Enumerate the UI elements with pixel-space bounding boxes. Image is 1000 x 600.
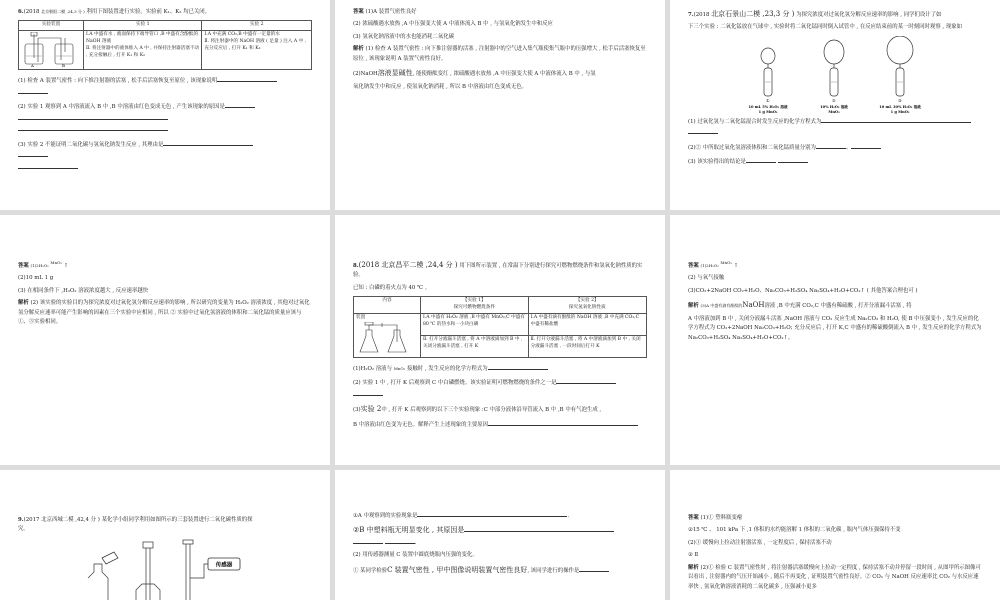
explanation: 解析 (2)① 检验 C 装置气密性时 , 将注射器活塞缓慢向上拉动一定程度 , 保持活塞不动并停留一段时间 , 从图甲所示图像可以看出 , 注射器内的气压开始减小 , 随后不再变化 , 证明装置气密性良好。② CO₂ 与 NaOH 反应速率比 CO₂ 与水反应速率快 , 氢氧化钠溶液消耗的二氧化碳多 , 压强减小更多 <box>688 564 981 590</box>
experiment-table <box>18 20 312 70</box>
answer-section: 答案 (1)2H₂O₂ $^{MnO_2}$ ↑ <box>688 260 739 269</box>
apparatus-cell: 装置 <box>354 314 421 358</box>
test-tubes-diagram <box>688 36 982 116</box>
experiment-table <box>353 296 647 358</box>
page-6[interactable] <box>670 215 1000 465</box>
sensor-label: 传感器 <box>215 562 233 569</box>
explanation: 解析 (3)A 中盛有滴有酚酞的NaOH溶液 ,B 中充满 CO₂,C 中盛有稀硫酸 , 打开分液漏斗活塞 , 将 <box>688 301 912 310</box>
explanation-line: A 中溶液加到 B 中 , 关闭分液漏斗活塞 ,NaOH 溶液与 CO₂ 反应生成 Na₂CO₃ 和 H₂O, 使 B 中压强变小 , 发生反应的化学方程式为 CO₂+2NaOH Na₂CO₃+H₂O; 充分反应后 , 打开 K,C 中盛有的稀硫酸倒流入 B 中 , 发生反应的化学方程式为 Na₂CO₃+H₂SO₄ Na₂SO₄+H₂O+CO₂↑。 <box>688 315 982 341</box>
table-cell: Ⅱ. 打开分液漏斗活塞 , 将 A 中溶液滴加到 B 中 , 关闭分液漏斗活塞 , 打开 K <box>421 336 529 358</box>
answer-blank[interactable] <box>217 75 277 82</box>
answer-blank[interactable] <box>778 156 808 163</box>
explanation: (2)NaOH溶液显碱性, 能使酚酞变红 , 浓硫酸遇水放热 ,A 中压强变大使 A 中液体流入 B 中 , 与氢 <box>353 69 596 78</box>
page-3[interactable] <box>670 0 1000 210</box>
answer-blank[interactable] <box>688 127 718 134</box>
answer-blank[interactable] <box>417 510 567 517</box>
question-9-header: 9.(2017 北京西城二模 ,42,4 分 ) 某化学小组同学利用如图所示的三套装置进行二氧化碳性质的探 究。 <box>18 517 253 533</box>
answer-blank[interactable] <box>556 377 616 384</box>
question-6-header <box>18 8 312 17</box>
answer-line: (3)CO₂+2NaOH CO₂+H₂O、Na₂CO₃+H₂SO₄ Na₂SO₄+H₂O+CO₂↑ ( 其他答案合理也可 ) <box>688 287 918 294</box>
answer-blank[interactable] <box>464 525 614 532</box>
question-9-2: (2) 用传感器测量 C 装置中圆底烧瓶内压强的变化。 <box>353 552 478 559</box>
tube-number: ① <box>766 97 770 103</box>
page-2[interactable] <box>335 0 665 210</box>
answer-blank[interactable] <box>18 113 168 120</box>
answer-line: (3) 在相同条件下 ,H₂O₂ 溶液浓度越大 , 反应速率越快 <box>18 287 149 294</box>
answer-line: (2) 与氧气接触 <box>688 275 725 282</box>
answer-label: 答案 <box>353 9 364 15</box>
answer-blank[interactable] <box>18 124 168 131</box>
question-9-1-1: ①A 中观察到的实验现象是 . <box>353 510 647 521</box>
question-8-3-cont: B 中溶液由红色变为无色。解释产生上述现象的主要原因 <box>353 419 647 430</box>
explanation-line: 氧化钠发生中和反应 , 使氢氧化钠消耗 , 所以 B 中溶液由红色变成无色。 <box>353 83 527 90</box>
page-8[interactable] <box>335 470 665 600</box>
answer-blank[interactable] <box>385 537 415 544</box>
answer-blank[interactable] <box>18 162 78 169</box>
answer-blank[interactable] <box>225 101 255 108</box>
question-7-2: (2)② 中所取过氧化氢溶液体积和二氧化锰质量分别为 、 <box>688 142 982 153</box>
table-header: 内容 <box>354 297 421 314</box>
question-7-header: 7.(2018 北京石景山二模 ,23,3 分 ) 为探究浓度对过氧化氢分解反应速率的影响 , 同学们设计了如 <box>688 10 942 18</box>
answer-blank[interactable] <box>18 150 48 157</box>
experiment-2-cell: Ⅰ.A 中充满 CO₂,B 中盛有一定量的水 Ⅱ. 将注射器中的 NaOH 溶液 ( 足量 ) 注入 A 中 , 充分反应后 , 打开 K₁ 和 K₂ <box>202 31 312 70</box>
answer-line: (2)10 mL 1 g <box>18 275 54 282</box>
answer-blank[interactable] <box>488 419 638 426</box>
table-header: 【实验 1】 探究可燃物燃烧条件 <box>421 297 529 314</box>
known-condition: 已知 : 白磷的着火点为 40 ℃ 。 <box>353 284 431 291</box>
tube-label: 1 g MnO₂ <box>758 109 778 114</box>
answer-blank[interactable] <box>821 116 971 123</box>
label-b: B <box>62 63 65 69</box>
table-header: 实验 2 <box>202 21 312 31</box>
question-6-3: (3) 实验 2 不能证明二氧化碳与氢氧化钠发生反应 , 其理由是 <box>18 139 312 173</box>
explanation-label: 解析 <box>353 46 364 53</box>
page-1[interactable] <box>0 0 330 210</box>
experiment-1-cell: Ⅰ.A 中盛有水 , 液面保持下端导管口 ,B 中盛有含酚酞的 NaOH 溶液 Ⅱ. 将注射器中的液体推入 A 中 , 并保持注射器活塞不动 , 充分接触后 , 打开 K₁ 和 K₂ <box>84 31 202 70</box>
table-header: 实验 1 <box>84 21 202 31</box>
tube-label: 10 mL 30% H₂O₂ 溶液 <box>879 104 921 109</box>
answer-line: (3) 氢氧化钠溶液中的水也能消耗二氧化碳 <box>353 33 454 40</box>
answer-section: 答案 (1)A 装置气密性良好 <box>353 9 417 15</box>
apparatus-diagram <box>21 32 81 68</box>
question-9-1-2: ②B 中塑料瓶无明显变化 , 其原因是 . <box>353 524 647 548</box>
question-7-3: (3) 该实验得出的结论是 <box>688 156 982 167</box>
page-4[interactable] <box>0 215 330 465</box>
question-8-1: (1)H₂O₂ 溶液与 MnO₂ 接触时 , 发生反应的化学方程式为 <box>353 363 647 374</box>
answer-blank[interactable] <box>18 87 48 94</box>
co2-apparatus-diagram <box>18 538 312 600</box>
question-6-2: (2) 实验 1 观察到 A 中溶液流入 B 中 ,B 中溶液由红色变成无色 , 产生该现象的原因是 <box>18 101 312 135</box>
answer-section: 答案 (1)① 塑料瓶变瘪 <box>688 515 743 521</box>
answer-blank[interactable] <box>746 156 776 163</box>
question-number: 6. <box>18 9 24 15</box>
question-text: 利用下图装置进行实验。实验前 K₁、K₂ 均已关闭。 <box>86 9 211 15</box>
apparatus-cell <box>19 31 84 70</box>
answer-section: 答案 (1)2H₂O₂ $^{MnO_2}$ ↑ <box>18 260 69 269</box>
answer-blank[interactable] <box>816 142 846 149</box>
question-6-1: (1) 检查 A 装置气密性 : 向下推注射器的活塞 , 松手后活塞恢复至原位 , 该现象说明 <box>18 75 312 98</box>
answer-blank[interactable] <box>851 142 881 149</box>
question-year: (2018 <box>23 9 40 15</box>
table-cell: Ⅱ. 打开分液漏斗活塞 , 将 A 中溶液滴加到 B 中 , 关闭分液漏斗活塞 , 一段时间后打开 K <box>528 336 646 358</box>
answer-blank[interactable] <box>488 363 548 370</box>
answer-line: (2) 浓硫酸遇水放热 ,A 中压强变大使 A 中液体流入 B 中 , 与氢氧化钠发生中和反应 <box>353 21 553 28</box>
question-9-2-1: ① 某同学检验C 装置气密性 , 甲中图像说明装置气密性良好, 该同学进行的操作是 <box>353 564 647 576</box>
page-7[interactable] <box>0 470 330 600</box>
question-7-1: (1) 过氧化氢与二氧化锰混合时发生反应的化学方程式为 <box>688 116 982 139</box>
answer-blank[interactable] <box>353 389 383 396</box>
tube-label: 10 mL 5% H₂O₂ 溶液 <box>748 104 788 109</box>
question-8-2: (2) 实验 1 中 , 打开 K 后观察到 C 中白磷燃烧。该实验证明可燃物燃烧的条件之一是 <box>353 377 647 400</box>
question-text: 下三个实验 : 二氧化锰放在气球中 , 实验时将二氧化锰同时倒入试管中 , 在反应结束前的某一时刻同时观察 , 现象如 <box>688 24 963 31</box>
question-source: 北京朝阳二模 ,24,3 分 ) <box>41 9 85 14</box>
explanation: 解析 (1) 检查 A 装置气密性 : 向下推注射器的活塞 , 注射器中的空气进入集气瓶使集气瓶中的压强增大 , 松手后活塞恢复至原位 , 该现象说明 A 装置气密性良好。 <box>353 46 646 62</box>
table-cell: Ⅰ.A 中盛有 H₂O₂ 溶液 ,B 中盛有 MnO₂,C 中盛有 80 ℃ 的热水和一小块白磷 <box>421 314 529 336</box>
label-a: A <box>31 63 34 69</box>
question-8-header: 8.(2018 北京昌平二模 ,24,4 分 ) 用下图所示装置 , 在常温下分别进行探究可燃物燃烧条件和氢氧化钠性质的实验。 <box>353 261 643 279</box>
page-5[interactable] <box>335 215 665 465</box>
tube-number: ② <box>832 97 836 103</box>
question-8-3: (3)实验 2中 , 打开 K 后观察到的以下三个实验现象 :C 中部分液体沿导管流入 B 中 ,B 中有气泡生成 , <box>353 405 602 414</box>
answer-line: ② Ⅱ <box>688 552 699 559</box>
answer-blank[interactable] <box>163 139 253 146</box>
table-header: 实验装置 <box>19 21 84 31</box>
answer-line: ②15 ℃ 、 101 kPa 下 ,1 体积的水约能溶解 1 体积的二氧化碳 , 瓶内气体压强保持不变 <box>688 527 901 534</box>
tube-label: 1 g MnO₂ <box>890 109 910 114</box>
answer-blank[interactable] <box>579 565 609 572</box>
answer-blank[interactable] <box>353 537 383 544</box>
tube-label: MnO₂ <box>828 109 840 114</box>
explanation: 解析 (2) 该实验的实验目的为探究浓度对过氧化氢分解反应速率的影响 , 所以研究的变量为 H₂O₂ 溶液浓度 , 其他对过氧化氢分解反应速率可能产生影响的因素在三个实验中应相同 , 所以 ② 实验中过氧化氢溶液的体积和二氧化锰的质量应该与①、③实验相同。 <box>18 300 310 326</box>
answer-line: (2)① 缓慢向上拉动注射器活塞 , 一定程度后 , 保持活塞不动 <box>688 539 832 546</box>
tube-label: 10% H₂O₂ 溶液 <box>820 104 848 109</box>
page-9[interactable] <box>670 470 1000 600</box>
tube-number: ③ <box>898 97 902 103</box>
table-cell: Ⅰ.A 中盛有滴有酚酞的 NaOH 溶液 ,B 中充满 CO₂,C 中盛有稀盐酸 <box>528 314 646 336</box>
flask-apparatus-diagram <box>356 322 418 356</box>
table-header: 【实验 2】 探究氢氧化钠性质 <box>528 297 646 314</box>
